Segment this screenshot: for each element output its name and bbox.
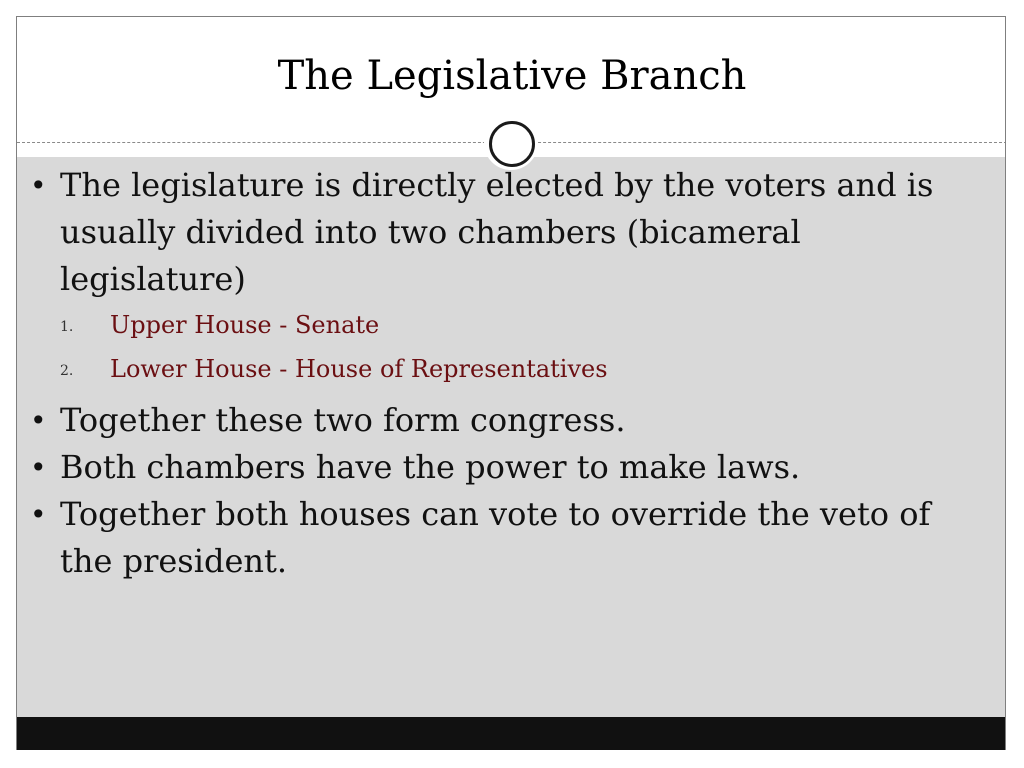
footer-bar [17, 717, 1006, 750]
bullet-item-3 [30, 444, 980, 491]
slide-title: The Legislative Branch [277, 53, 747, 99]
bullet-item-1 [30, 162, 980, 303]
sub-item-2 [30, 347, 980, 391]
bullet-dot-icon: • [30, 451, 47, 484]
sub-item-text: Upper House - Senate [110, 311, 380, 339]
bullet-text: Together both houses can vote to override the veto of the president. [60, 495, 931, 580]
bullet-text: Together these two form congress. [60, 401, 626, 439]
bullet-dot-icon: • [30, 404, 47, 437]
bullet-dot-icon: • [30, 498, 47, 531]
sub-item-marker: 1. [60, 319, 74, 335]
bullet-text: The legislature is directly elected by the voters and is usually divided into two chambers (bicameral legislature) [60, 166, 934, 298]
bullet-item-4 [30, 491, 980, 585]
ring-ornament-icon [489, 121, 535, 167]
sub-item-marker: 2. [60, 363, 74, 379]
sub-item-text: Lower House - House of Representatives [110, 355, 608, 383]
bullet-text: Both chambers have the power to make laws. [60, 448, 801, 486]
sub-item-1 [30, 303, 980, 347]
bullet-list [30, 162, 980, 585]
bullet-dot-icon: • [30, 169, 47, 202]
bullet-item-2 [30, 397, 980, 444]
